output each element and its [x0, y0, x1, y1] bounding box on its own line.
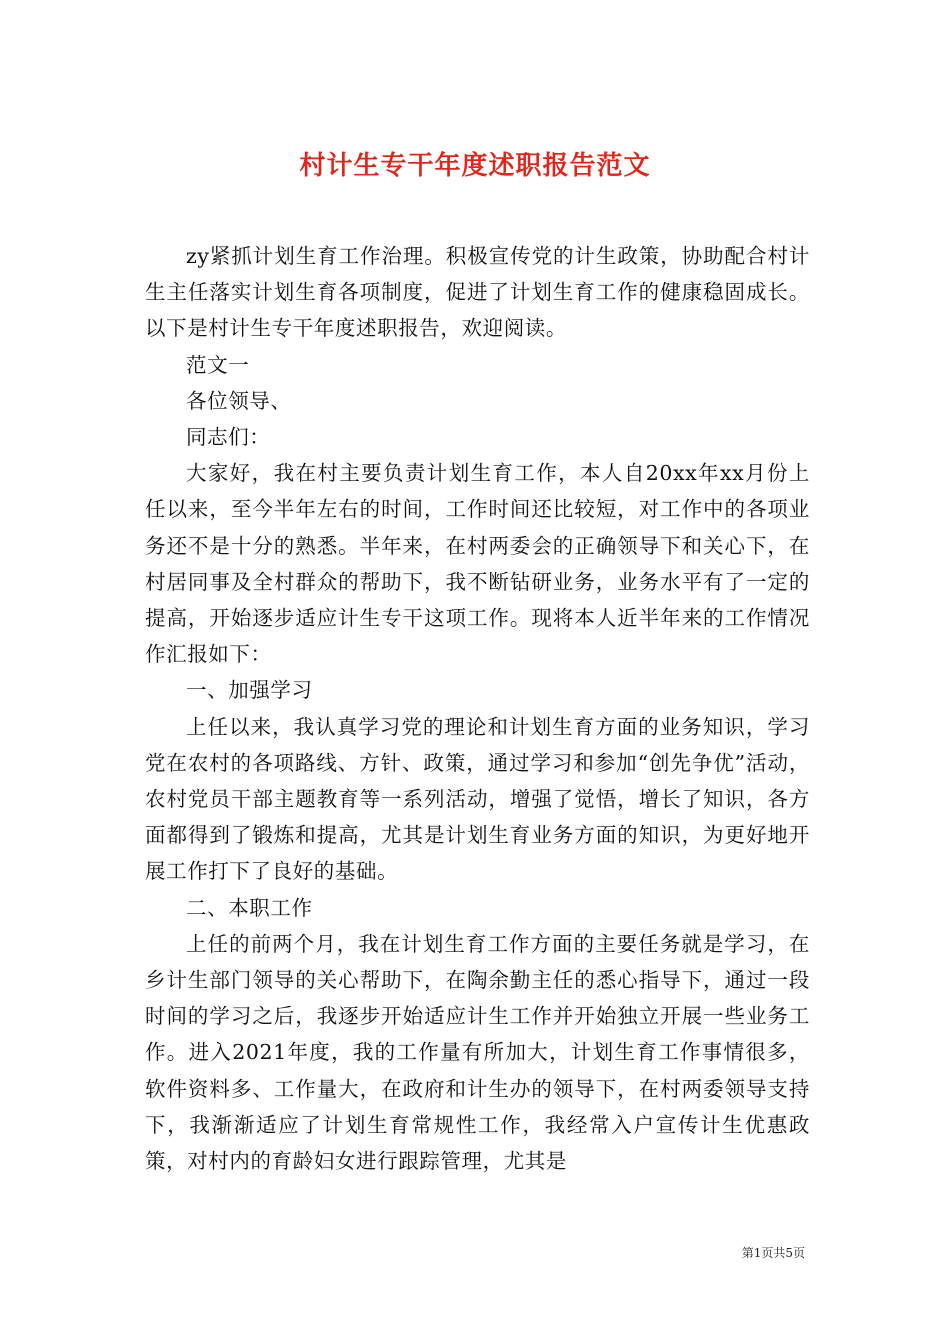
document-body: [145, 238, 810, 1179]
duties-paragraph: 上任的前两个月，我在计划生育工作方面的主要任务就是学习，在乡计生部门领导的关心帮助下，在陶余勤主任的悉心指导下，通过一段时间的学习之后，我逐步开始适应计生工作并开始独立开展一些业务工作。进入2021年度，我的工作量有所加大，计划生育工作事情很多，软件资料多、工作量大，在政府和计生办的领导下，在村两委领导支持下，我渐渐适应了计划生育常规性工作，我经常入户宣传计生优惠政策，对村内的育龄妇女进行跟踪管理，尤其是: [145, 931, 810, 1174]
intro-paragraph: zy紧抓计划生育工作治理。积极宣传党的计生政策，协助配合村计生主任落实计划生育各项制度，促进了计划生育工作的健康稳固成长。以下是村计生专干年度述职报告，欢迎阅读。: [145, 244, 810, 341]
salutation-leaders: 各位领导、: [186, 388, 292, 413]
greeting-paragraph: 大家好，我在村主要负责计划生育工作，本人自20xx年xx月份上任以来，至今半年左右的时间，工作时间还比较短，对工作中的各项业务还不是十分的熟悉。半年来，在村两委会的正确领导下和关心下，在村居同事及全村群众的帮助下，我不断钻研业务，业务水平有了一定的提高，开始逐步适应计生专干这项工作。现将本人近半年来的工作情况作汇报如下：: [145, 461, 810, 667]
page-number: 第1页共5页: [741, 1246, 805, 1260]
section-heading-duties: 二、本职工作: [186, 895, 313, 920]
sample-heading: 范文一: [186, 352, 250, 377]
study-paragraph: 上任以来，我认真学习党的理论和计划生育方面的业务知识，学习党在农村的各项路线、方针、政策，通过学习和参加“创先争优”活动，农村党员干部主题教育等一系列活动，增强了觉悟，增长了知识，各方面都得到了锻炼和提高，尤其是计划生育业务方面的知识，为更好地开展工作打下了良好的基础。: [145, 714, 810, 884]
section-heading-study: 一、加强学习: [186, 678, 313, 703]
salutation-comrades: 同志们：: [186, 425, 271, 450]
document-title: 村计生专干年度述职报告范文: [299, 151, 651, 182]
